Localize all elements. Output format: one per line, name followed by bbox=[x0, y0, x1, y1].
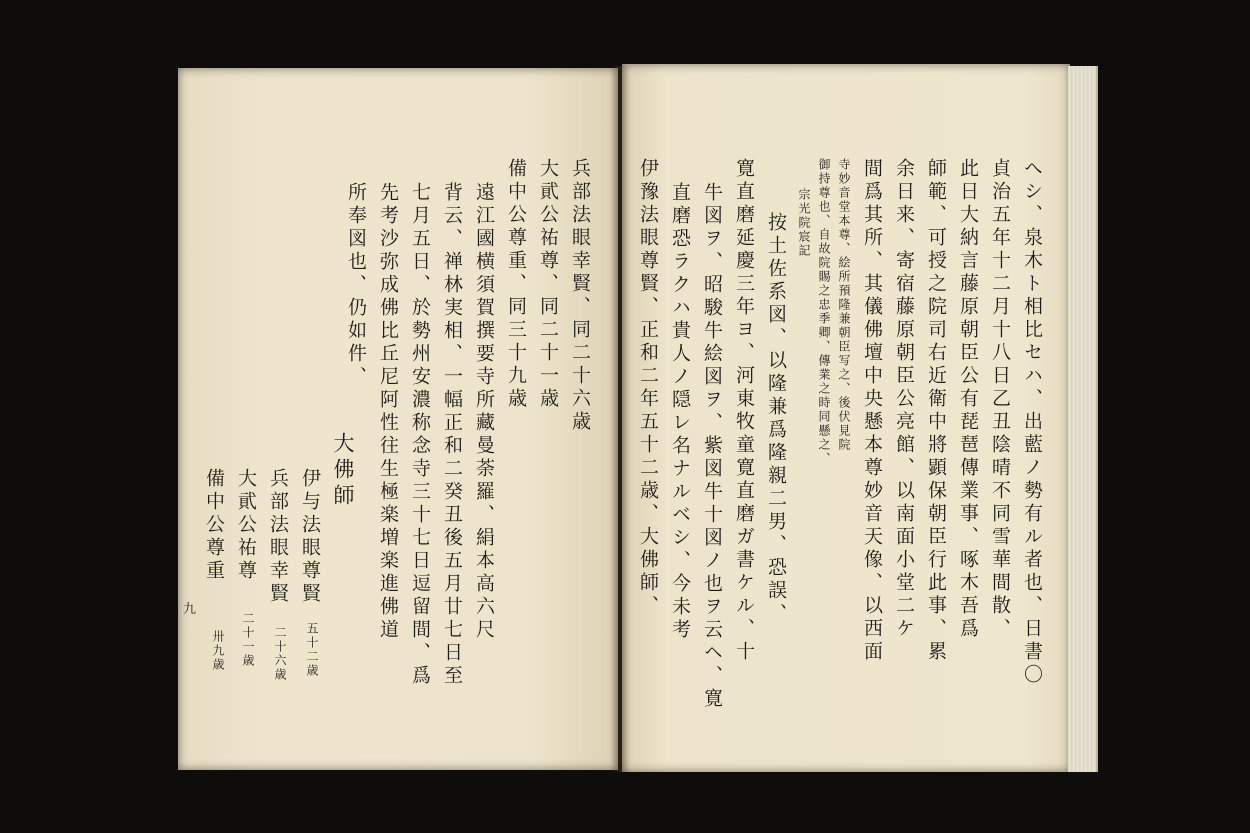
right-col-9: 宗光院宸記 bbox=[797, 188, 811, 258]
left-name-2: 兵部法眼幸賢 bbox=[267, 468, 289, 606]
right-col-12: 牛図ヲ、昭駿牛絵図ヲ、紫図牛十図ノ也ヲ云ヘ、寛 bbox=[701, 182, 723, 711]
right-col-11: 寛直磨延慶三年ヨ、河東牧童寛直磨ガ書ケル、十 bbox=[733, 158, 755, 664]
left-col-4: 遠江國横須賀撰要寺所藏曼荼羅、絹本高六尺 bbox=[473, 182, 495, 642]
age-1: 五十二歳 bbox=[305, 622, 319, 678]
left-col-8: 所奉図也、仍如件、 bbox=[345, 182, 367, 389]
age-4: 卅九歳 bbox=[211, 630, 225, 672]
age-3: 二十一歳 bbox=[241, 612, 255, 668]
right-col-13: 直磨恐ラクハ貴人ノ隠レ名ナルベシ、今未考 bbox=[669, 182, 691, 642]
left-name-4: 備中公尊重 bbox=[203, 468, 225, 583]
left-col-6: 七月五日、於勢州安濃称念寺三十七日逗留間、爲 bbox=[409, 182, 431, 688]
right-col-1: へシ、泉木ト相比セハ、出藍ノ勢有ル者也、日書〇 bbox=[1021, 158, 1043, 687]
left-col-5: 背云、禅林実相、一幅正和二癸丑後五月廿七日至 bbox=[441, 182, 463, 688]
age-2: 二十六歳 bbox=[273, 626, 287, 682]
left-col-1: 兵部法眼幸賢、同二十六歳 bbox=[569, 158, 591, 434]
left-col-3: 備中公尊重、同三十九歳 bbox=[505, 158, 527, 411]
right-col-3: 此日大納言藤原朝臣公有琵琶傳業事、啄木吾爲 bbox=[957, 158, 979, 641]
right-col-2: 貞治五年十二月十八日乙丑陰晴不同雪華間散、 bbox=[989, 158, 1011, 641]
right-col-5: 余日来、寄宿藤原朝臣公亮館、以南面小堂二ケ bbox=[893, 158, 915, 641]
left-col-7: 先考沙弥成佛比丘尼阿性往生極楽増楽進佛道 bbox=[377, 182, 399, 642]
left-name-3: 大貮公祐尊 bbox=[235, 468, 257, 583]
right-col-6: 間爲其所、其儀佛壇中央懸本尊妙音天像、以西面 bbox=[861, 158, 883, 664]
right-col-8: 御持尊也、自故院賜之忠季卿、傳業之時同懸之、 bbox=[817, 158, 831, 466]
right-col-7: 寺妙音堂本尊、絵所預隆兼朝臣写之、後伏見院 bbox=[837, 158, 851, 452]
page-edges bbox=[1068, 66, 1098, 772]
right-col-10: 按土佐系図、以隆兼爲隆親二男、恐誤、 bbox=[765, 212, 787, 626]
section-heading-dai-busshi: 大佛師 bbox=[331, 432, 355, 510]
left-name-1: 伊与法眼尊賢 bbox=[299, 468, 321, 606]
book-gutter bbox=[610, 66, 630, 772]
left-col-2: 大貮公祐尊、同二十一歳 bbox=[537, 158, 559, 411]
right-col-14: 伊豫法眼尊賢、正和二年五十二歳、大佛師、 bbox=[637, 158, 659, 618]
right-col-4: 師範、可授之院司右近衛中將顕保朝臣行此事、累 bbox=[925, 158, 947, 664]
page-number: 九 bbox=[183, 602, 197, 617]
